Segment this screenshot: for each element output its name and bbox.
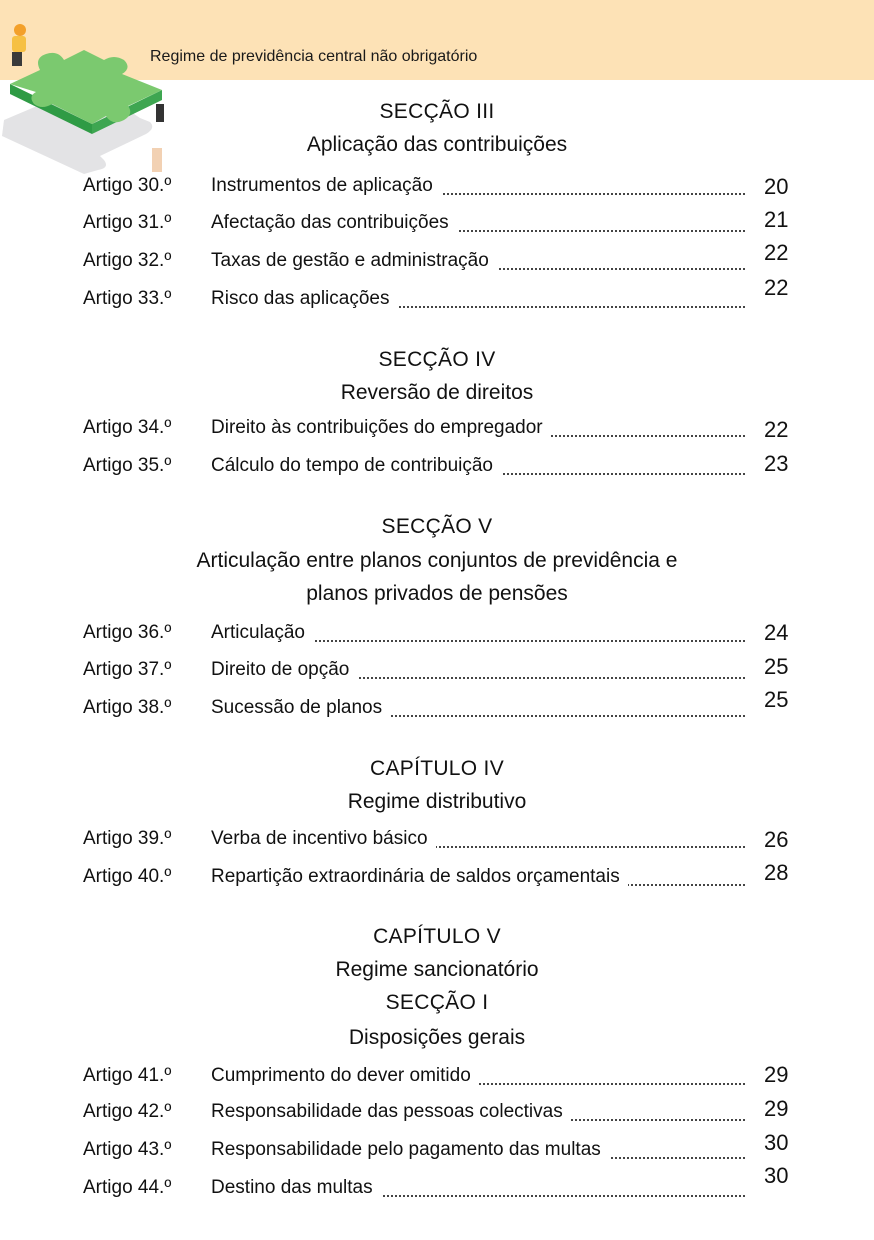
section-label: SECÇÃO V xyxy=(381,515,493,538)
toc-page-number: 20 xyxy=(764,174,789,199)
section-label: SECÇÃO I xyxy=(385,991,489,1014)
toc-entry-title: Responsabilidade pelo pagamento das multas xyxy=(211,1138,609,1162)
toc-entry-title: Verba de incentivo básico xyxy=(211,827,436,851)
toc-article-number: Artigo 44.º xyxy=(83,1177,172,1198)
toc-page-number: 28 xyxy=(764,860,789,885)
toc-entry-title: Direito às contribuições do empregador xyxy=(211,416,551,440)
section-label: CAPÍTULO IV xyxy=(370,757,504,780)
toc-article-number: Artigo 35.º xyxy=(83,455,172,476)
toc-entry-title: Instrumentos de aplicação xyxy=(211,174,441,198)
toc-page-number: 23 xyxy=(764,451,789,476)
toc-entry-title: Articulação xyxy=(211,621,313,645)
toc-entry-title: Repartição extraordinária de saldos orçamentais xyxy=(211,865,628,889)
section-title: planos privados de pensões xyxy=(306,582,568,605)
toc-page-number: 21 xyxy=(764,207,789,232)
toc-entry-title: Risco das aplicações xyxy=(211,287,397,311)
toc-page-number: 30 xyxy=(764,1130,789,1155)
toc-article-number: Artigo 43.º xyxy=(83,1139,172,1160)
section-title: Aplicação das contribuições xyxy=(306,133,568,156)
section-title: Regime distributivo xyxy=(347,790,527,813)
toc-page-number: 25 xyxy=(764,654,789,679)
toc-article-number: Artigo 40.º xyxy=(83,866,172,887)
section-title: Articulação entre planos conjuntos de previdência e xyxy=(196,549,678,572)
toc-entry-title: Responsabilidade das pessoas colectivas xyxy=(211,1100,571,1124)
toc-article-number: Artigo 41.º xyxy=(83,1065,172,1086)
toc-article-number: Artigo 33.º xyxy=(83,288,172,309)
toc-page-number: 29 xyxy=(764,1096,789,1121)
toc-page-number: 30 xyxy=(764,1163,789,1188)
toc-page-number: 22 xyxy=(764,417,789,442)
toc-article-number: Artigo 32.º xyxy=(83,250,172,271)
toc-entry-title: Cumprimento do dever omitido xyxy=(211,1064,479,1088)
section-label: CAPÍTULO V xyxy=(373,925,501,948)
section-label: SECÇÃO III xyxy=(379,100,495,123)
toc-article-number: Artigo 30.º xyxy=(83,175,172,196)
toc-entry-title: Sucessão de planos xyxy=(211,696,390,720)
section-title: Regime sancionatório xyxy=(335,958,539,981)
section-title: Reversão de direitos xyxy=(340,381,534,404)
toc-entry-title: Destino das multas xyxy=(211,1176,381,1200)
toc-page-number: 22 xyxy=(764,275,789,300)
toc-article-number: Artigo 38.º xyxy=(83,697,172,718)
section-label: SECÇÃO IV xyxy=(378,348,496,371)
toc-page-number: 24 xyxy=(764,620,789,645)
toc-article-number: Artigo 37.º xyxy=(83,659,172,680)
toc-entry-title: Taxas de gestão e administração xyxy=(211,249,497,273)
toc-entry-title: Direito de opção xyxy=(211,658,357,682)
toc-article-number: Artigo 42.º xyxy=(83,1101,172,1122)
toc-article-number: Artigo 39.º xyxy=(83,828,172,849)
header-title: Regime de previdência central não obrigatório xyxy=(150,48,478,65)
toc-entry-title: Afectação das contribuições xyxy=(211,211,457,235)
toc-page-number: 29 xyxy=(764,1062,789,1087)
toc-page-number: 26 xyxy=(764,827,789,852)
toc-article-number: Artigo 34.º xyxy=(83,417,172,438)
toc-article-number: Artigo 36.º xyxy=(83,622,172,643)
toc-page-number: 25 xyxy=(764,687,789,712)
toc-article-number: Artigo 31.º xyxy=(83,212,172,233)
toc-entry-title: Cálculo do tempo de contribuição xyxy=(211,454,501,478)
section-title: Disposições gerais xyxy=(348,1026,526,1049)
toc-page-number: 22 xyxy=(764,240,789,265)
